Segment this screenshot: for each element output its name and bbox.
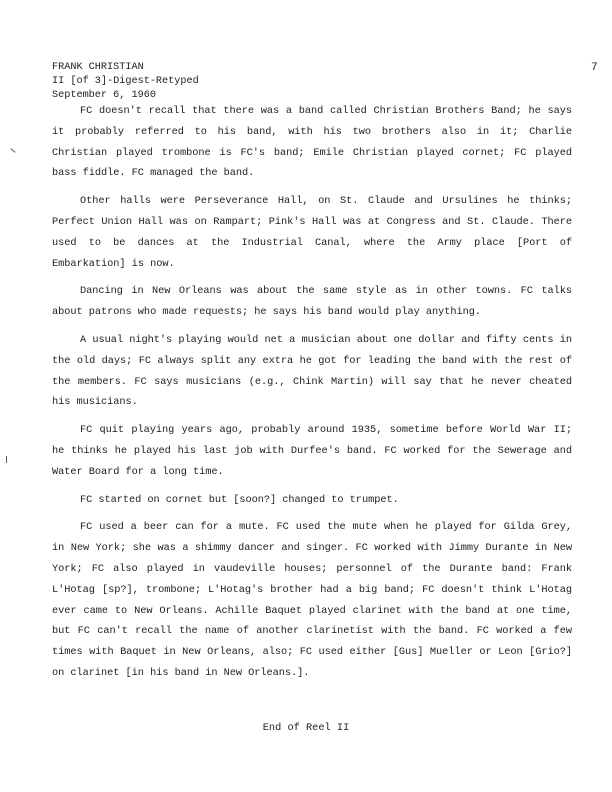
paragraph: FC quit playing years ago, probably around 1935, sometime before World War II; he thinks he played his last job with Durfee's band. FC worked for the Sewerage and Water Board for a long time.	[52, 424, 572, 478]
margin-mark	[10, 148, 15, 153]
paragraph: FC used a beer can for a mute. FC used the mute when he played for Gilda Grey, in New York; she was a shimmy dancer and singer. FC worked with Jimmy Durante in New York; FC also played in vaudeville houses; personnel of the Durante band: Frank L'Hotag [sp?], trombone; L'Hotag's brother had a big band; FC doesn't think L'Hotag ever came to New Orleans. Achille Baquet played clarinet with the band at one time, but FC can't recall the name of another clarinetist with the band. FC worked a few times with Baquet in New Orleans, also; FC used either [Gus] Mueller or Leon [Grio?] on clarinet [in his band in New Orleans.].	[52, 521, 572, 679]
reel-label: II [of 3]-Digest-Retyped	[52, 76, 199, 87]
paragraph: A usual night's playing would net a musician about one dollar and fifty cents in the old days; FC always split any extra he got for leading the band with the rest of the members. FC says musicians (e.g., Chink Martin) will say that he never cheated his musicians.	[52, 333, 572, 409]
paragraph: FC doesn't recall that there was a band called Christian Brothers Band; he says it probably referred to his band, with his two brothers also in it; Charlie Christian played trombone is FC's band; Emile Christian played cornet; FC played bass fiddle. FC managed the band.	[52, 105, 572, 180]
margin-mark	[6, 456, 7, 463]
document-body	[52, 101, 572, 691]
interviewee-name: FRANK CHRISTIAN	[52, 62, 144, 73]
paragraph: FC started on cornet but [soon?] changed to trumpet.	[80, 493, 399, 506]
paragraph: Other halls were Perseverance Hall, on St. Claude and Ursulines he thinks; Perfect Union Hall was on Rampart; Pink's Hall was at Congress and St. Claude. There used to be dances at the Industrial Canal, where the Army place [Port of Embarkation] is now.	[52, 195, 572, 270]
page-number: 7	[591, 62, 598, 74]
interview-date: September 6, 1960	[52, 90, 156, 101]
document-header	[52, 61, 199, 103]
paragraph: Dancing in New Orleans was about the same style as in other towns. FC talks about patrons who made requests; he says his band would play anything.	[52, 285, 572, 319]
end-of-reel-label: End of Reel II	[262, 722, 350, 734]
